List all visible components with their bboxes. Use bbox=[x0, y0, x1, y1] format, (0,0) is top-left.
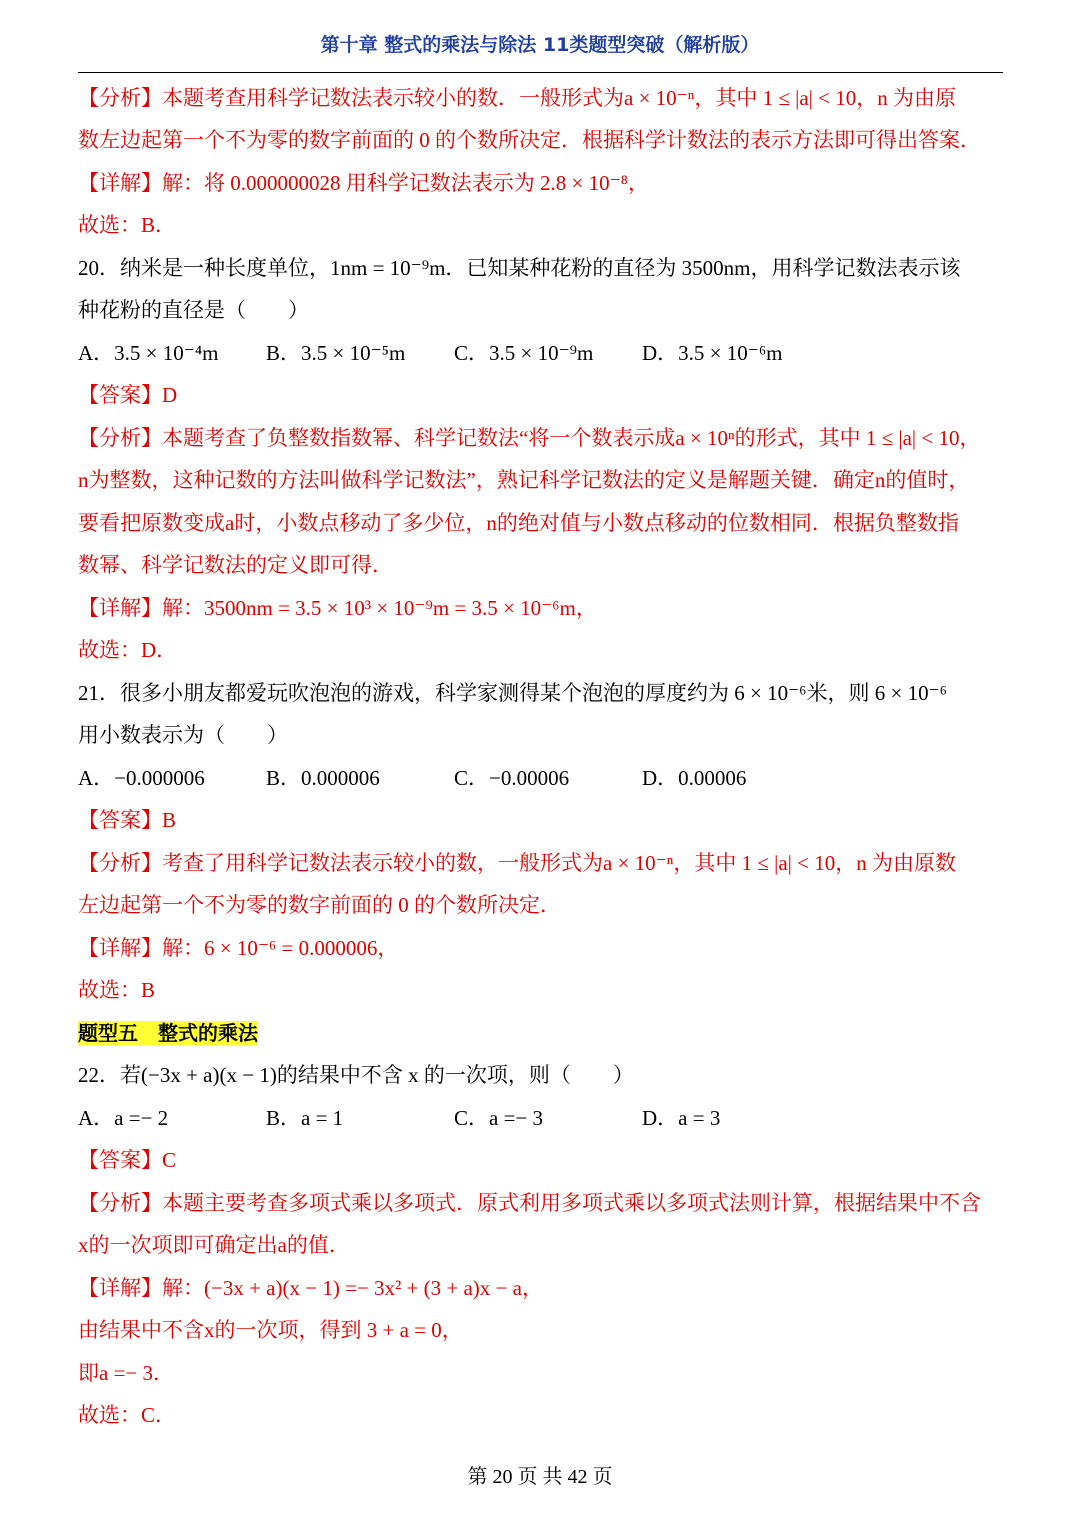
solution-q22-step3: 即a =− 3． bbox=[78, 1361, 175, 1385]
analysis-q20-cont2: 要看把原数变成a时，小数点移动了多少位，n的绝对值与小数点移动的位数相同．根据负整数指 bbox=[78, 511, 959, 535]
q21-option-c: C．−0.00006 bbox=[454, 766, 570, 790]
answer-q20: 【答案】D bbox=[78, 383, 178, 407]
section-heading: 题型五 整式的乘法 bbox=[78, 1021, 258, 1045]
analysis-q22: 【分析】本题主要考查多项式乘以多项式．原式利用多项式乘以多项式法则计算，根据结果中不含 bbox=[78, 1191, 981, 1215]
page-header-title: 第十章 整式的乘法与除法 11类题型突破（解析版） bbox=[320, 34, 760, 56]
analysis-q20: 【分析】本题考查了负整数指数幂、科学记数法“将一个数表示成a × 10ⁿ的形式，其中 1 ≤ |a| < 10， bbox=[78, 426, 981, 450]
q22-option-a: A．a =− 2 bbox=[78, 1106, 169, 1130]
answer-q22: 【答案】C bbox=[78, 1148, 177, 1172]
solution-q20: 【详解】解：3500nm = 3.5 × 10³ × 10⁻⁹m = 3.5 × 10⁻⁶m， bbox=[78, 596, 597, 620]
question-20-cont: 种花粉的直径是（ ） bbox=[78, 298, 309, 322]
choice-q19: 故选：B． bbox=[78, 213, 177, 237]
q22-option-c: C．a =− 3 bbox=[454, 1106, 544, 1130]
question-22: 22．若(−3x + a)(x − 1)的结果中不含 x 的一次项，则（ ） bbox=[78, 1063, 634, 1087]
answer-q21: 【答案】B bbox=[78, 808, 177, 832]
q20-option-a: A．3.5 × 10⁻⁴m bbox=[78, 341, 219, 365]
question-20: 20．纳米是一种长度单位，1nm = 10⁻⁹m．已知某种花粉的直径为 3500nm，用科学记数法表示该 bbox=[78, 256, 961, 280]
q20-option-b: B．3.5 × 10⁻⁵m bbox=[266, 341, 406, 365]
analysis-q19-cont: 数左边起第一个不为零的数字前面的 0 的个数所决定．根据科学计数法的表示方法即可得出答案． bbox=[78, 128, 981, 152]
solution-q19: 【详解】解：将 0.000000028 用科学记数法表示为 2.8 × 10⁻⁸， bbox=[78, 171, 649, 195]
q21-option-b: B．0.000006 bbox=[266, 766, 380, 790]
choice-q22: 故选：C． bbox=[78, 1403, 177, 1427]
solution-q22: 【详解】解：(−3x + a)(x − 1) =− 3x² + (3 + a)x − a， bbox=[78, 1276, 543, 1300]
page-number: 第 20 页 共 42 页 bbox=[467, 1466, 613, 1488]
q20-option-c: C．3.5 × 10⁻⁹m bbox=[454, 341, 594, 365]
analysis-q21-cont: 左边起第一个不为零的数字前面的 0 的个数所决定． bbox=[78, 893, 561, 917]
choice-q20: 故选：D． bbox=[78, 638, 178, 662]
header-divider bbox=[78, 72, 1003, 73]
q22-option-d: D．a = 3 bbox=[642, 1106, 721, 1130]
q21-option-a: A．−0.000006 bbox=[78, 766, 205, 790]
q21-option-d: D．0.00006 bbox=[642, 766, 747, 790]
analysis-q22-cont: x的一次项即可确定出a的值． bbox=[78, 1233, 350, 1257]
solution-q22-step2: 由结果中不含x的一次项，得到 3 + a = 0， bbox=[78, 1318, 463, 1342]
question-21: 21．很多小朋友都爱玩吹泡泡的游戏，科学家测得某个泡泡的厚度约为 6 × 10⁻⁶米，则 6 × 10⁻⁶ bbox=[78, 681, 947, 705]
choice-q21: 故选：B bbox=[78, 978, 156, 1002]
analysis-q20-cont1: n为整数，这种记数的方法叫做科学记数法”，熟记科学记数法的定义是解题关键．确定n的值时， bbox=[78, 468, 970, 492]
analysis-q20-cont3: 数幂、科学记数法的定义即可得． bbox=[78, 553, 393, 577]
question-21-cont: 用小数表示为（ ） bbox=[78, 723, 288, 747]
analysis-q19: 【分析】本题考查用科学记数法表示较小的数．一般形式为a × 10⁻ⁿ，其中 1 ≤ |a| < 10，n 为由原 bbox=[78, 86, 956, 110]
solution-q21: 【详解】解：6 × 10⁻⁶ = 0.000006， bbox=[78, 936, 399, 960]
q20-option-d: D．3.5 × 10⁻⁶m bbox=[642, 341, 783, 365]
analysis-q21: 【分析】考查了用科学记数法表示较小的数，一般形式为a × 10⁻ⁿ，其中 1 ≤ |a| < 10，n 为由原数 bbox=[78, 851, 956, 875]
q22-option-b: B．a = 1 bbox=[266, 1106, 344, 1130]
